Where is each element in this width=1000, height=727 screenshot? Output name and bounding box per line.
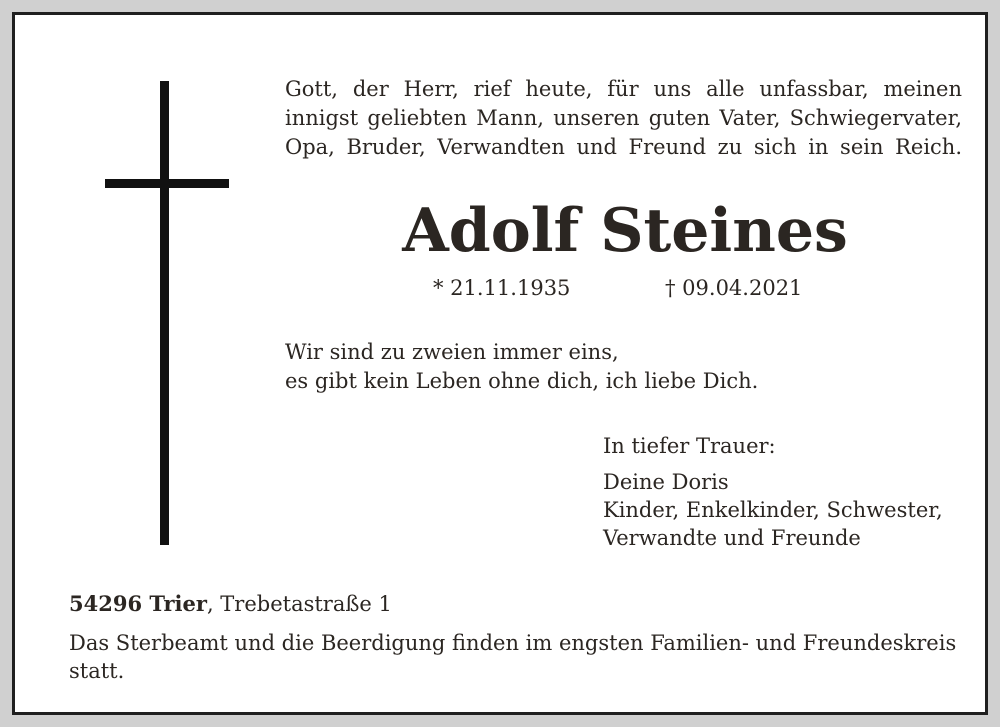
mourning-heading: In tiefer Trauer:	[603, 434, 776, 458]
address-street: , Trebetastraße 1	[206, 592, 392, 616]
signer-line: Deine Doris	[603, 470, 729, 494]
poem-text	[285, 338, 758, 396]
funeral-note: Das Sterbeamt und die Beerdigung finden im engsten Familien- und Freundeskreis statt.	[69, 631, 957, 683]
address-city: 54296 Trier	[69, 591, 207, 616]
cross-horizontal-bar	[105, 179, 229, 188]
intro-text	[285, 75, 962, 162]
death-date: † 09.04.2021	[665, 276, 803, 300]
obituary-card	[12, 12, 988, 715]
signer-line: Verwandte und Freunde	[603, 526, 861, 550]
cross-vertical-bar	[160, 81, 169, 545]
signer-line: Kinder, Enkelkinder, Schwester,	[603, 498, 943, 522]
intro-line: Gott, der Herr, rief heute, für uns alle unfassbar, meinen	[285, 77, 962, 101]
poem-line: es gibt kein Leben ohne dich, ich liebe Dich.	[285, 369, 759, 393]
address	[69, 589, 392, 619]
birth-date: * 21.11.1935	[433, 276, 571, 300]
signers-list	[603, 468, 943, 552]
poem-line: Wir sind zu zweien immer eins,	[285, 340, 619, 364]
intro-line: innigst geliebten Mann, unseren guten Vater, Schwiegervater,	[285, 106, 962, 130]
deceased-name: Adolf Steines	[402, 196, 848, 266]
intro-line: Opa, Bruder, Verwandten und Freund zu sich in sein Reich.	[285, 135, 962, 159]
